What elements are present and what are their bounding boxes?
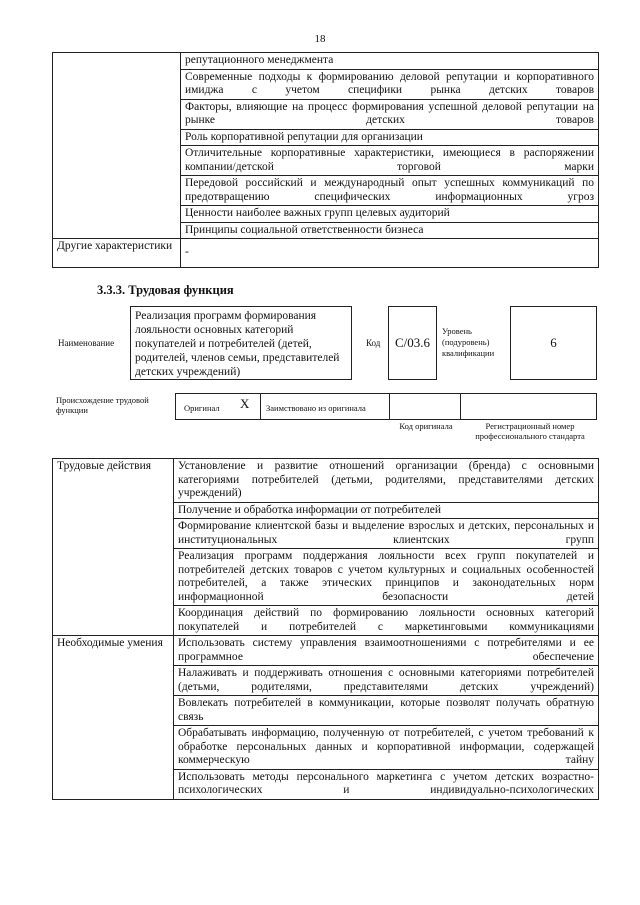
section-title: 3.3.3. Трудовая функция bbox=[97, 283, 234, 297]
skill-row: Вовлекать потребителей в коммуникации, которые позволят получать обратную связь bbox=[174, 696, 599, 726]
knowledge-table bbox=[52, 52, 599, 268]
original-code-cell bbox=[389, 393, 461, 420]
labor-action-row: Координация действий по формированию лояльности основных категорий покупателей и потребителей с маркетинговыми коммуникациями bbox=[174, 606, 599, 636]
labor-action-row: Установление и развитие отношений организации (бренда) с основными категориями потребителей (детьми, родителями, представителями детских учреждений) bbox=[174, 459, 599, 503]
labor-action-row: Реализация программ поддержания лояльности всех групп покупателей и потребителей детских товаров с учетом культурных и социальных особенностей потребителей, а также этических принципов и законодательных норм информационной безопасности детей bbox=[174, 549, 599, 606]
code-caption: Код оригинала bbox=[399, 421, 453, 431]
skills-label: Необходимые умения bbox=[53, 636, 174, 800]
name-label: Наименование bbox=[58, 338, 115, 348]
original-mark: X bbox=[240, 396, 250, 411]
page-number: 18 bbox=[314, 33, 326, 45]
borrowed-cell bbox=[260, 393, 390, 420]
reg-number-cell bbox=[460, 393, 597, 420]
knowledge-row: Отличительные корпоративные характеристики, имеющиеся в распоряжении компании/детской торговой марки bbox=[181, 146, 599, 176]
knowledge-row: репутационного менеджмента bbox=[181, 53, 599, 70]
borrowed-label: Заимствовано из оригинала bbox=[266, 403, 366, 413]
original-label: Оригинал bbox=[184, 403, 220, 413]
knowledge-row: Роль корпоративной репутации для организации bbox=[181, 129, 599, 146]
original-cell bbox=[175, 393, 261, 420]
origin-label: Происхождение трудовой функции bbox=[56, 395, 149, 415]
skill-row: Использовать методы персонального маркетинга с учетом детских возрастно-психологических и индивидуально-психологических bbox=[174, 769, 599, 799]
labor-actions-label: Трудовые действия bbox=[53, 459, 174, 636]
knowledge-row: Факторы, влияющие на процесс формирования успешной деловой репутации на рынке детских товаров bbox=[181, 99, 599, 129]
knowledge-row: Передовой российский и международный опыт успешных коммуникаций по предотвращению специфических информационных угроз bbox=[181, 176, 599, 206]
level-label: Уровень (подуровень) квалификации bbox=[442, 326, 495, 358]
code-label: Код bbox=[366, 338, 381, 348]
skill-row: Налаживать и поддерживать отношения с основными категориями потребителей (детьми, родителями, представителями детских учреждений) bbox=[174, 666, 599, 696]
skill-row: Обрабатывать информацию, полученную от потребителей, с учетом требований к обработке персональных данных и корпоративной информации, содержащей коммерческую тайну bbox=[174, 726, 599, 770]
function-level: 6 bbox=[510, 306, 597, 380]
knowledge-row: Современные подходы к формированию деловой репутации и корпоративного имиджа с учетом специфики рынка детских товаров bbox=[181, 69, 599, 99]
other-label: Другие характеристики bbox=[53, 239, 181, 268]
reg-caption: Регистрационный номер профессионального стандарта bbox=[475, 421, 585, 441]
labor-action-row: Получение и обработка информации от потребителей bbox=[174, 502, 599, 519]
other-value: - bbox=[181, 239, 599, 268]
function-name: Реализация программ формирования лояльности основных категорий покупателей и потребителей (детей, родителей, членов семьи, представителей детских учреждений) bbox=[130, 306, 352, 380]
knowledge-row: Ценности наиболее важных групп целевых аудиторий bbox=[181, 206, 599, 223]
labor-action-row: Формирование клиентской базы и выделение взрослых и детских, персональных и институциональных клиентских групп bbox=[174, 519, 599, 549]
knowledge-row: Принципы социальной ответственности бизнеса bbox=[181, 222, 599, 239]
function-code: С/03.6 bbox=[388, 306, 437, 380]
function-table bbox=[52, 458, 599, 800]
skill-row: Использовать систему управления взаимоотношениями с потребителями и ее программное обеспечение bbox=[174, 636, 599, 666]
empty-cell bbox=[53, 53, 181, 239]
